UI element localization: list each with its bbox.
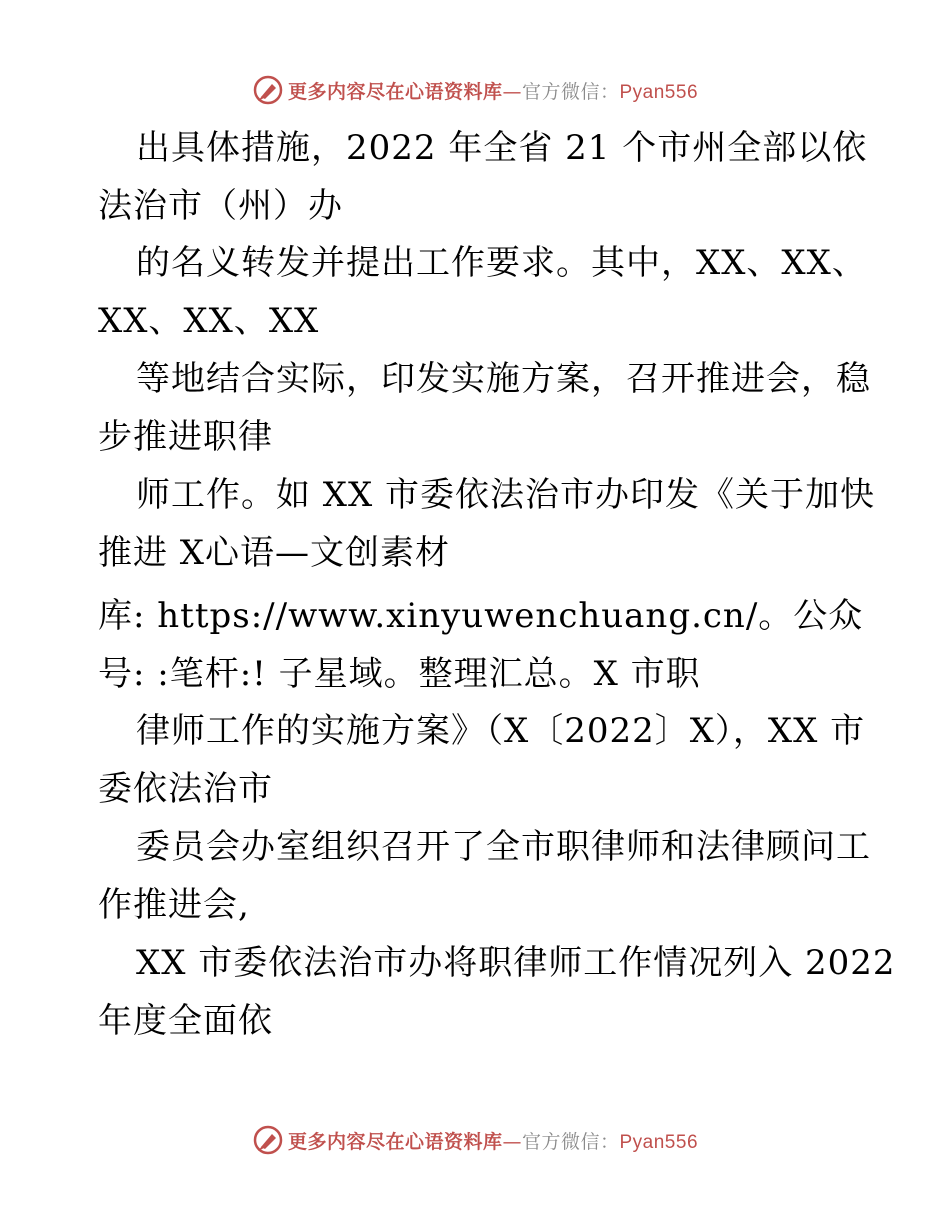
body-line: XX、XX、XX (98, 301, 320, 341)
body-line: XX 市委依法治市办将职律师工作情况列入 2022 (136, 943, 896, 983)
body-line: 等地结合实际，印发实施方案，召开推进会，稳 (136, 359, 871, 399)
header-banner-dash: — (502, 80, 522, 103)
body-line: 委员会办室组织召开了全市职律师和法律顾问工 (136, 827, 871, 867)
body-line: 师工作。如 XX 市委依法治市办印发《关于加快 (136, 475, 876, 515)
body-line: 律师工作的实施方案》（X〔2022〕X），XX 市 (136, 711, 866, 751)
footer-banner (0, 1120, 950, 1160)
header-banner-sub: 官方微信： (521, 80, 620, 103)
body-line: 的名义转发并提出工作要求。其中，XX、XX、 (136, 243, 867, 283)
body-line: 步推进职律 (98, 417, 273, 457)
body-line: 出具体措施，2022 年全省 21 个市州全部以依 (136, 128, 868, 168)
body-line: 法治市（州）办 (98, 186, 343, 226)
body-line: 年度全面依 (98, 1001, 273, 1041)
body-line: 委依法治市 (98, 769, 273, 809)
footer-banner-text (288, 1127, 698, 1154)
footer-banner-sub: 官方微信： (521, 1130, 620, 1153)
pen-nib-logo-icon (252, 1124, 284, 1156)
footer-banner-wechat-id: Pyan556 (619, 1131, 699, 1153)
footer-banner-main: 更多内容尽在心语资料库 (287, 1130, 503, 1153)
header-banner-wechat-id: Pyan556 (619, 81, 699, 103)
body-line: 号: :笔杆:! 子星域。整理汇总。X 市职 (98, 654, 701, 694)
header-banner-main: 更多内容尽在心语资料库 (287, 80, 503, 103)
body-line: 作推进会, (98, 885, 250, 925)
body-line: 库: https://www.xinyuwenchuang.cn/。公众 (98, 596, 864, 636)
footer-banner-dash: — (502, 1130, 522, 1153)
body-line: 推进 X心语—文创素材 (98, 533, 451, 573)
